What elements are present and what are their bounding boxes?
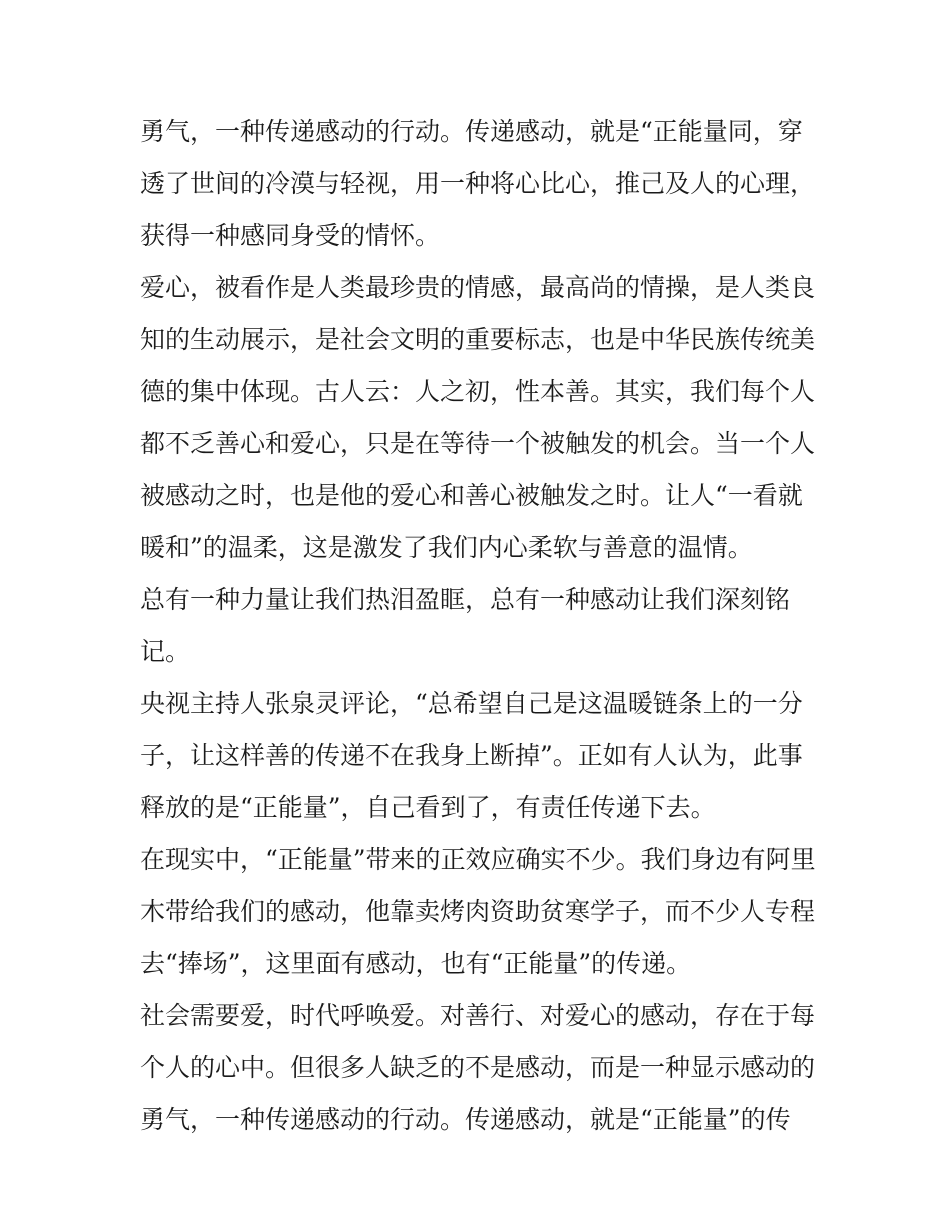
text-line: 获得一种感同身受的情怀。 xyxy=(140,221,441,250)
text-line: 去“捧场”，这里面有感动，也有“正能量”的传递。 xyxy=(140,949,692,978)
text-line: 暖和”的温柔，这是激发了我们内心柔软与善意的温情。 xyxy=(140,533,753,562)
text-line: 德的集中体现。古人云：人之初，性本善。其实，我们每个人 xyxy=(140,377,816,406)
text-line: 被感动之时，也是他的爱心和善心被触发之时。让人“一看就 xyxy=(140,481,803,510)
text-line: 透了世间的冷漠与轻视，用一种将心比心，推己及人的心理， xyxy=(140,169,816,198)
text-line: 都不乏善心和爱心，只是在等待一个被触发的机会。当一个人 xyxy=(140,429,816,458)
text-line: 勇气，一种传递感动的行动。传递感动，就是“正能量同，穿 xyxy=(140,117,803,146)
document-body xyxy=(140,106,820,1146)
text-line: 释放的是“正能量”，自己看到了，有责任传递下去。 xyxy=(140,793,716,822)
text-line: 勇气，一种传递感动的行动。传递感动，就是“正能量”的传 xyxy=(140,1105,791,1134)
text-line: 知的生动展示，是社会文明的重要标志，也是中华民族传统美 xyxy=(140,325,816,354)
text-line: 爱心，被看作是人类最珍贵的情感，最高尚的情操，是人类良 xyxy=(140,273,816,302)
text-line: 记。 xyxy=(140,637,191,666)
text-line: 子，让这样善的传递不在我身上断掉”。正如有人认为，此事 xyxy=(140,741,803,770)
text-line: 木带给我们的感动，他靠卖烤肉资助贫寒学子，而不少人专程 xyxy=(140,897,816,926)
text-line: 个人的心中。但很多人缺乏的不是感动，而是一种显示感动的 xyxy=(140,1053,816,1082)
text-line: 社会需要爱，时代呼唤爱。对善行、对爱心的感动，存在于每 xyxy=(140,1001,816,1030)
text-line: 在现实中，“正能量”带来的正效应确实不少。我们身边有阿里 xyxy=(140,845,816,874)
text-line: 总有一种力量让我们热泪盈眶，总有一种感动让我们深刻铭 xyxy=(140,585,791,614)
text-line: 央视主持人张泉灵评论，“总希望自己是这温暖链条上的一分 xyxy=(140,689,803,718)
